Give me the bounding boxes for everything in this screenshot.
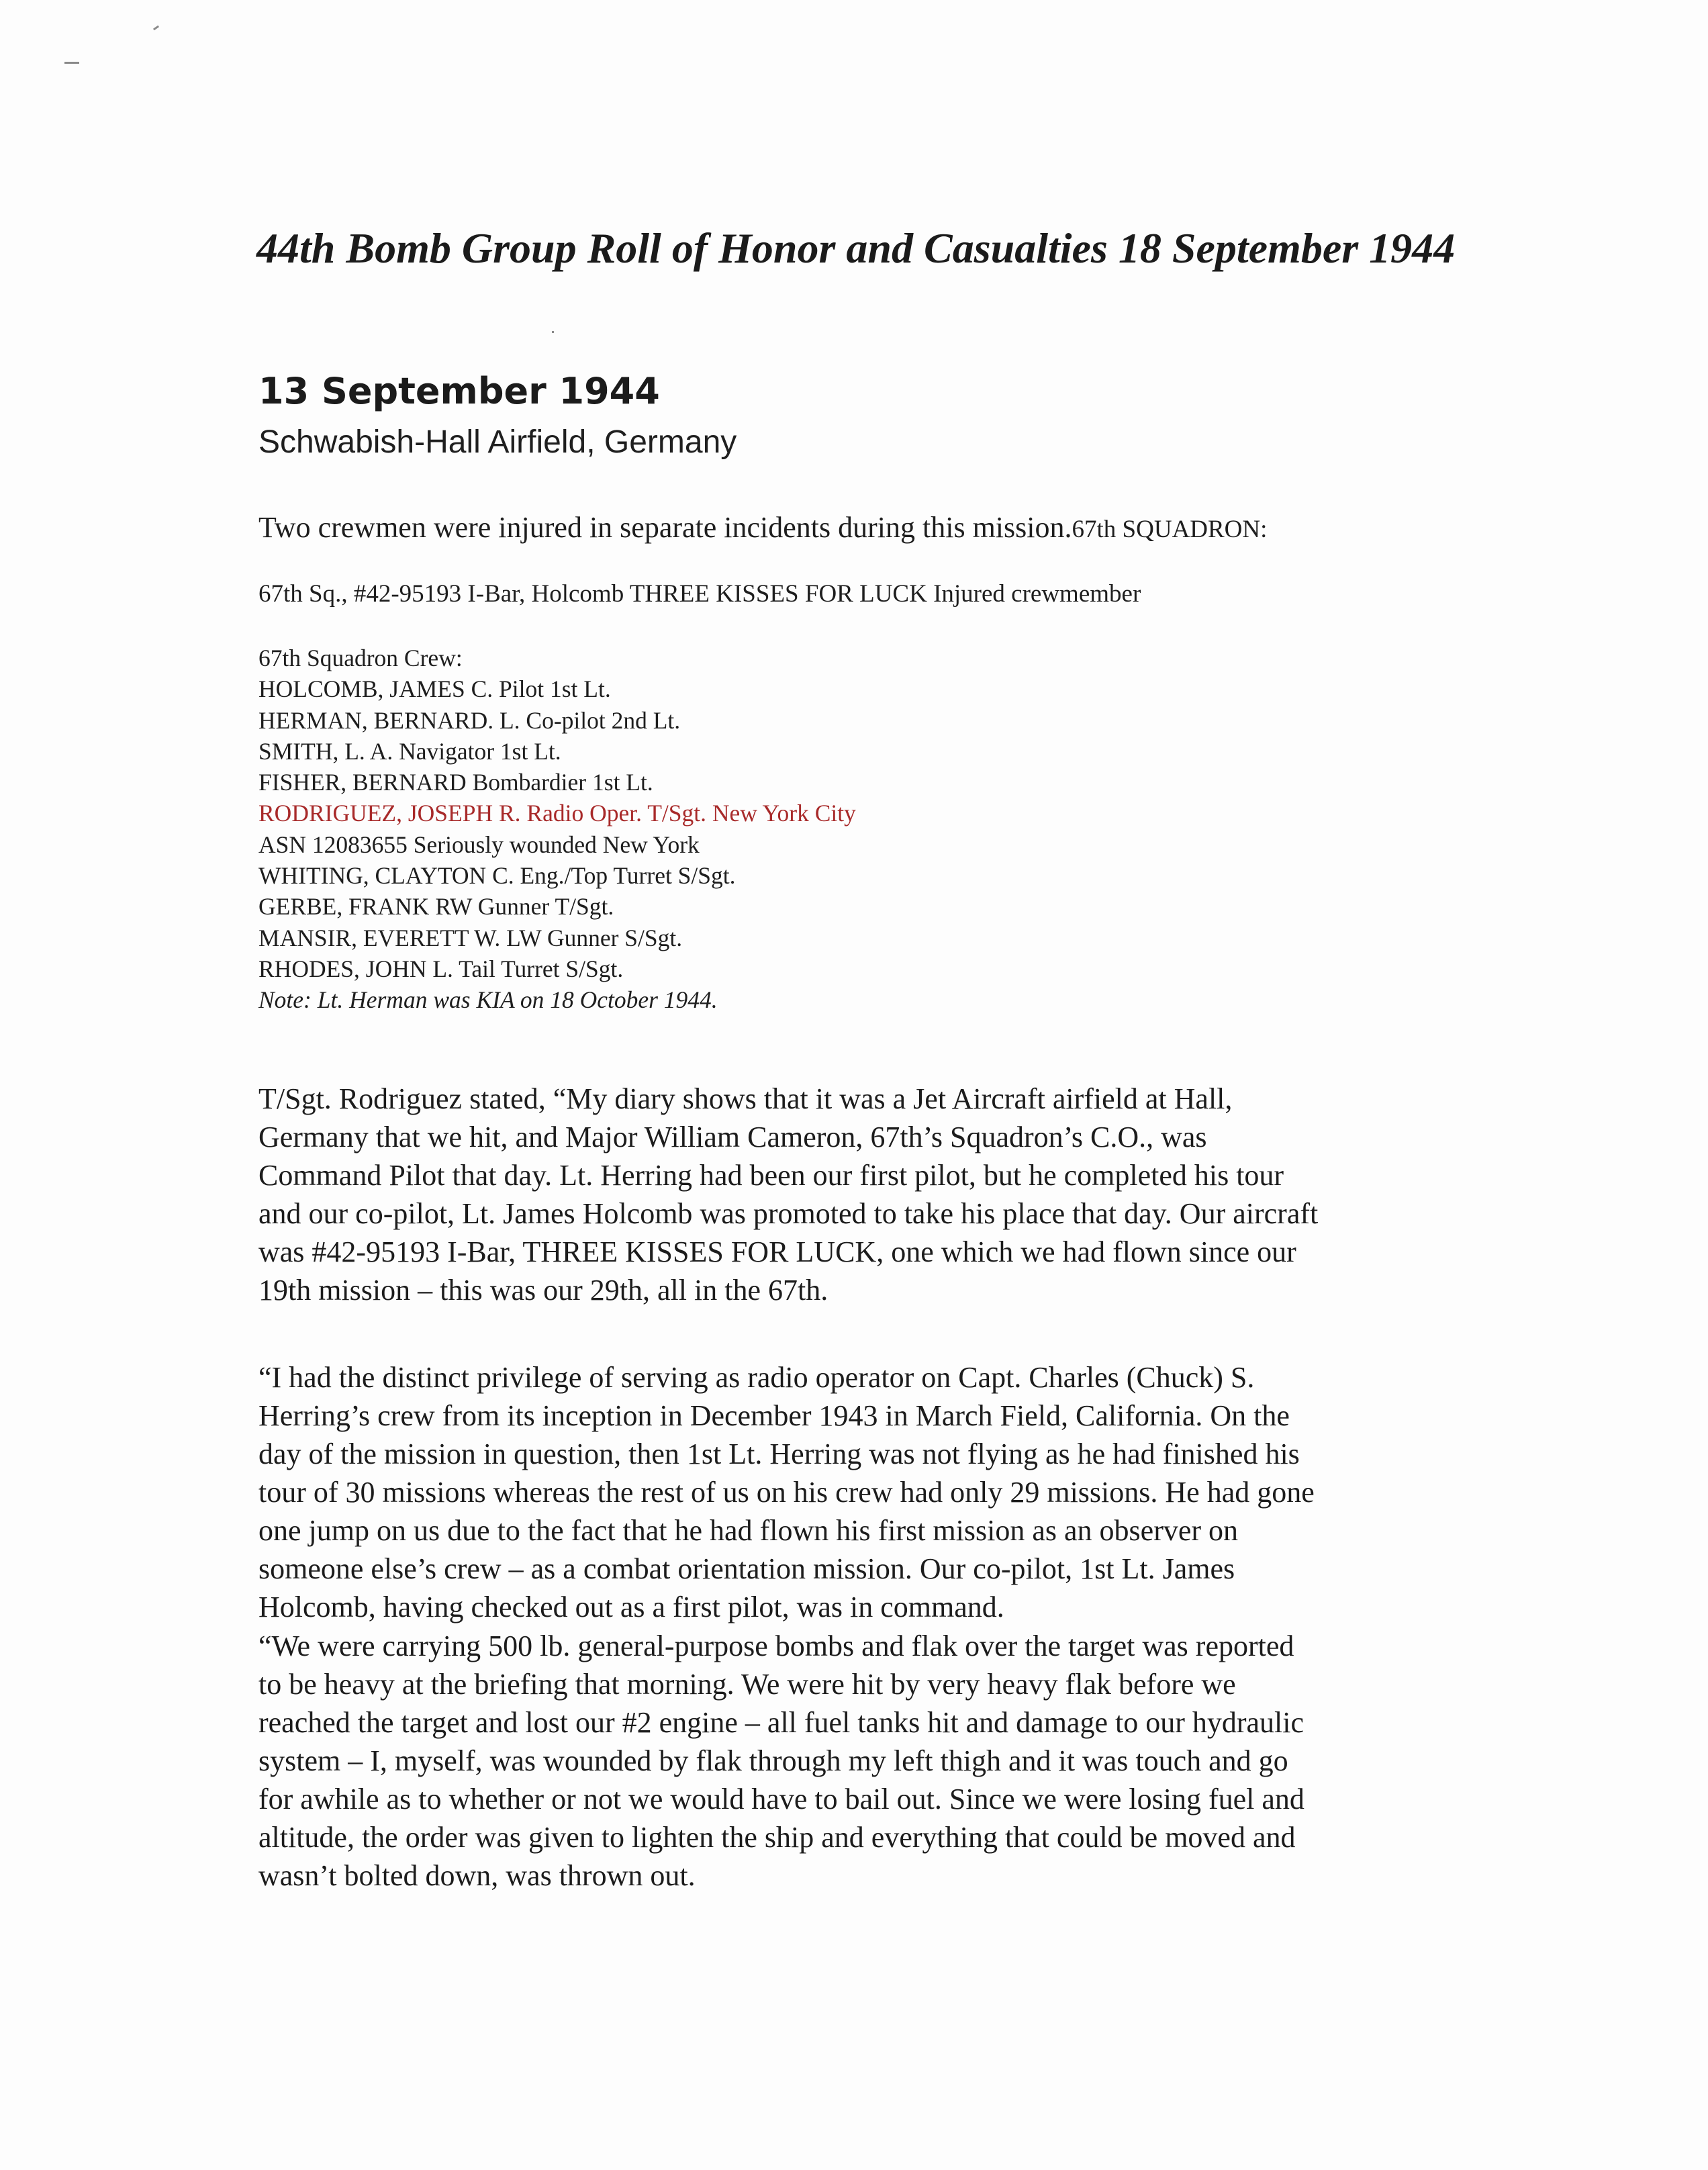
- aircraft-line: 67th Sq., #42-95193 I-Bar, Holcomb THREE KISSES FOR LUCK Injured crewmember: [258, 580, 1141, 608]
- crew-member: WHITING, CLAYTON C. Eng./Top Turret S/Sgt.: [258, 862, 736, 890]
- statement-paragraph-2: “I had the distinct privilege of serving as radio operator on Capt. Charles (Chuck) S. Herring’s crew from its inception in December 1943 in March Field, California. On the day of the mission in question, then 1st Lt. Herring was not flying as he had finished his tour of 30 missions whereas the rest of us on his crew had only 29 missions. He had gone one jump on us due to the fact that he had flown his first mission as an observer on someone else’s crew – as a combat orientation mission. Our co-pilot, 1st Lt. James Holcomb, having checked out as a first pilot, was in command.: [258, 1361, 1315, 1623]
- crew-list: [258, 643, 1534, 1016]
- crew-member: RHODES, JOHN L. Tail Turret S/Sgt.: [258, 955, 624, 982]
- intro-sentence: Two crewmen were injured in separate incidents during this mission.: [258, 511, 1072, 544]
- crew-member: FISHER, BERNARD Bombardier 1st Lt.: [258, 769, 653, 796]
- mission-location: Schwabish-Hall Airfield, Germany: [258, 424, 737, 460]
- scan-speck: [153, 26, 159, 31]
- crew-heading: 67th Squadron Crew:: [258, 645, 463, 671]
- mission-date-heading: 13 September 1944: [258, 370, 660, 412]
- crew-member: SMITH, L. A. Navigator 1st Lt.: [258, 737, 561, 765]
- crew-member: HERMAN, BERNARD. L. Co-pilot 2nd Lt.: [258, 706, 681, 734]
- crew-note: Note: Lt. Herman was KIA on 18 October 1944.: [258, 986, 718, 1014]
- crew-member-highlighted: RODRIGUEZ, JOSEPH R. Radio Oper. T/Sgt. New York City: [258, 800, 856, 827]
- crew-member: MANSIR, EVERETT W. LW Gunner S/Sgt.: [258, 924, 683, 951]
- intro-text: [258, 509, 1601, 549]
- crew-member: HOLCOMB, JAMES C. Pilot 1st Lt.: [258, 675, 611, 703]
- page-title: 44th Bomb Group Roll of Honor and Casualties 18 September 1944: [256, 224, 1456, 272]
- crew-member: GERBE, FRANK RW Gunner T/Sgt.: [258, 893, 614, 921]
- squadron-label: 67th SQUADRON:: [1072, 516, 1268, 543]
- statement-paragraph-3: “We were carrying 500 lb. general-purpose bombs and flak over the target was reported to be heavy at the briefing that morning. We were hit by very heavy flak before we reached the target and lost our #2 engine – all fuel tanks hit and damage to our hydraulic system – I, myself, was wounded by flak through my left thigh and it was touch and go for awhile as to whether or not we would have to bail out. Since we were losing fuel and altitude, the order was given to lighten the ship and everything that could be moved and wasn’t bolted down, was thrown out.: [258, 1630, 1304, 1892]
- crew-member-detail: ASN 12083655 Seriously wounded New York: [258, 831, 700, 858]
- scan-speck: [64, 62, 79, 64]
- statement-paragraph-1: T/Sgt. Rodriguez stated, “My diary shows that it was a Jet Aircraft airfield at Hall, Germany that we hit, and Major William Cameron, 67th’s Squadron’s C.O., was Command Pilot that day. Lt. Herring had been our first pilot, but he completed his tour and our co-pilot, Lt. James Holcomb was promoted to take his place that day. Our aircraft was #42-95193 I-Bar, THREE KISSES FOR LUCK, one which we had flown since our 19th mission – this was our 29th, all in the 67th.: [258, 1082, 1319, 1307]
- scan-speck: [552, 331, 554, 333]
